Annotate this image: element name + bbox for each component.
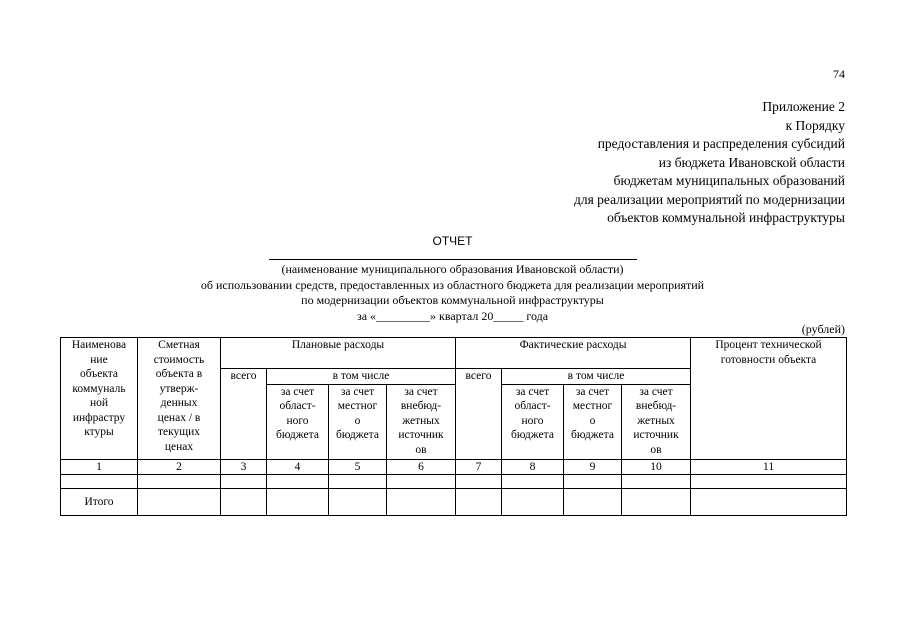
- total-row: [61, 489, 847, 516]
- appendix-line: к Порядку: [785, 117, 845, 133]
- header-planned-total: всего: [221, 369, 267, 460]
- report-table: [60, 337, 847, 516]
- report-subtitle: [0, 262, 905, 324]
- currency-units: (рублей): [801, 322, 845, 336]
- column-number: 6: [387, 459, 456, 475]
- table-cell: [221, 489, 267, 516]
- appendix-line: для реализации мероприятий по модернизации: [573, 191, 845, 207]
- table-cell: [564, 475, 622, 489]
- appendix-line: Приложение 2: [762, 99, 845, 114]
- table-cell: [61, 475, 138, 489]
- table-cell: [564, 489, 622, 516]
- column-number: 4: [267, 459, 329, 475]
- table-cell: [221, 475, 267, 489]
- table-cell: [691, 475, 847, 489]
- header-planned-expenses: Плановые расходы: [221, 338, 456, 369]
- header-actual-local: за счет местног о бюджета: [564, 384, 622, 459]
- header-object-name: Наименова ние объекта коммуналь ной инфрастру ктуры: [61, 338, 138, 460]
- column-number: 2: [138, 459, 221, 475]
- column-number: 11: [691, 459, 847, 475]
- subtitle-line: по модернизации объектов коммунальной инфраструктуры: [301, 293, 604, 307]
- table-cell: [622, 489, 691, 516]
- header-planned-extra: за счет внебюд- жетных источник ов: [387, 384, 456, 459]
- header-planned-regional: за счет област- ного бюджета: [267, 384, 329, 459]
- column-number: 1: [61, 459, 138, 475]
- table-cell: [502, 489, 564, 516]
- table-cell: [502, 475, 564, 489]
- table-row: [61, 475, 847, 489]
- header-actual-total: всего: [456, 369, 502, 460]
- table-cell: [456, 489, 502, 516]
- header-row-groups: [61, 338, 847, 369]
- column-number: 9: [564, 459, 622, 475]
- table-cell: [387, 489, 456, 516]
- total-label: Итого: [61, 489, 138, 516]
- table-cell: [267, 489, 329, 516]
- column-number: 10: [622, 459, 691, 475]
- municipality-name-line: [269, 259, 637, 260]
- appendix-line: бюджетам муниципальных образований: [613, 173, 845, 188]
- table-cell: [138, 489, 221, 516]
- appendix-line: объектов коммунальной инфраструктуры: [607, 210, 845, 225]
- table-cell: [267, 475, 329, 489]
- column-number: 5: [329, 459, 387, 475]
- header-actual-including: в том числе: [502, 369, 691, 385]
- column-number: 8: [502, 459, 564, 475]
- table-cell: [456, 475, 502, 489]
- appendix-block: [574, 98, 845, 228]
- page-number: 74: [833, 67, 845, 81]
- subtitle-line: за «_________» квартал 20_____ года: [356, 308, 549, 323]
- report-title: ОТЧЕТ: [432, 234, 473, 248]
- header-actual-regional: за счет област- ного бюджета: [502, 384, 564, 459]
- table-cell: [138, 475, 221, 489]
- header-actual-extra: за счет внебюд- жетных источник ов: [622, 384, 691, 459]
- column-number: 7: [456, 459, 502, 475]
- table-cell: [691, 489, 847, 516]
- header-planned-including: в том числе: [267, 369, 456, 385]
- table-cell: [329, 489, 387, 516]
- appendix-line: предоставления и распределения субсидий: [597, 136, 845, 151]
- column-number-row: [61, 459, 847, 475]
- table-cell: [387, 475, 456, 489]
- header-planned-local: за счет местног о бюджета: [329, 384, 387, 459]
- subtitle-line: об использовании средств, предоставленных из областного бюджета для реализации мероприятий: [200, 277, 705, 292]
- table-cell: [329, 475, 387, 489]
- header-readiness-percent: Процент технической готовности объекта: [691, 338, 847, 460]
- header-estimated-cost: Сметная стоимость объекта в утверж- денных ценах / в текущих ценах: [138, 338, 221, 460]
- header-actual-expenses: Фактические расходы: [456, 338, 691, 369]
- appendix-line: из бюджета Ивановской области: [658, 154, 845, 170]
- subtitle-line: (наименование муниципального образования Ивановской области): [281, 262, 624, 276]
- table-cell: [622, 475, 691, 489]
- column-number: 3: [221, 459, 267, 475]
